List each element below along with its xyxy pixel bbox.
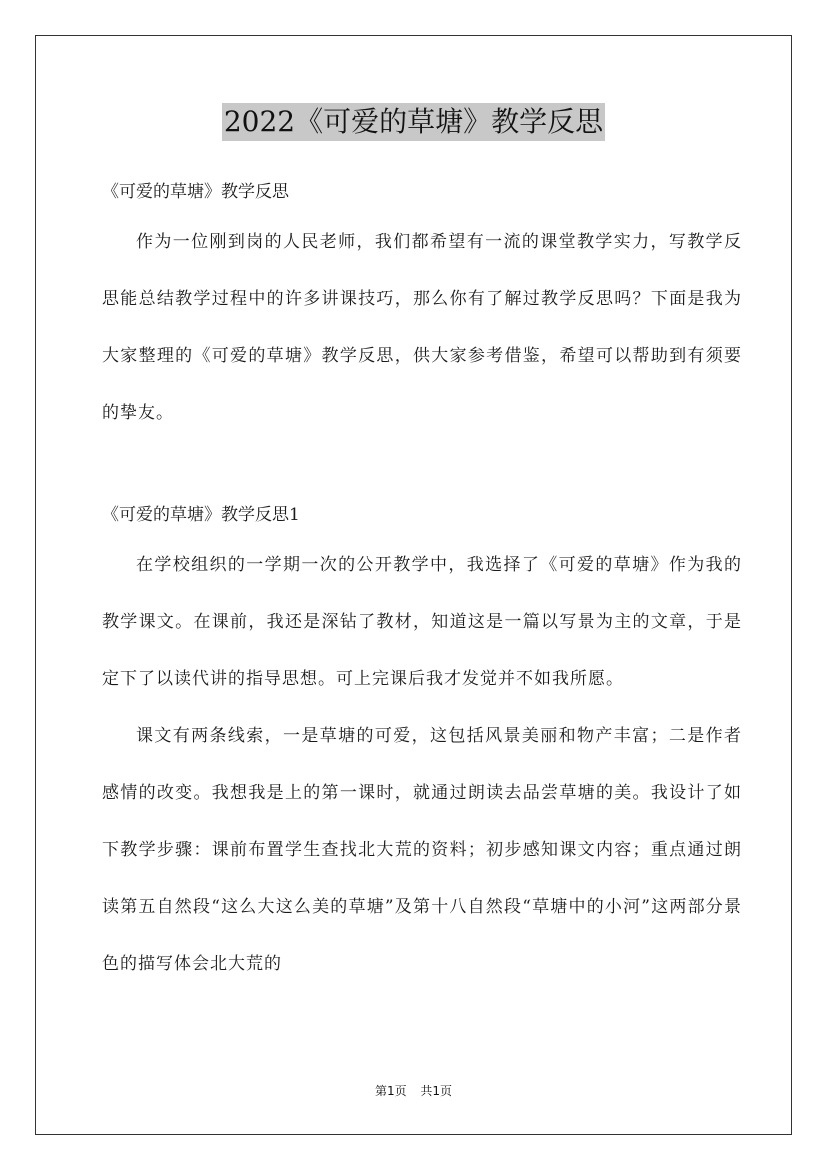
- section-heading: 《可爱的草塘》教学反思1: [102, 505, 300, 525]
- section-spacer: [102, 442, 742, 493]
- section-paragraph-1: 在学校组织的一学期一次的公开教学中，我选择了《可爱的草塘》作为我的教学课文。在课前，我还是深钻了教材，知道这是一篇以写景为主的文章，于是定下了以读代讲的指导思想。可上完课后我才发觉并不如我所愿。: [102, 555, 742, 689]
- document-title[interactable]: 2022《可爱的草塘》教学反思: [222, 103, 605, 141]
- title-container: [0, 103, 827, 141]
- page-number: 第1页: [374, 1084, 407, 1098]
- intro-paragraph: 作为一位刚到岗的人民老师，我们都希望有一流的课堂教学实力，写教学反思能总结教学过程中的许多讲课技巧，那么你有了解过教学反思吗？下面是我为大家整理的《可爱的草塘》教学反思，供大家参考借鉴，希望可以帮助到有须要的挚友。: [102, 232, 742, 423]
- page-footer: [0, 1082, 827, 1099]
- section-1: [102, 493, 742, 993]
- intro-heading: 《可爱的草塘》教学反思: [102, 182, 289, 202]
- page-total: 共1页: [420, 1084, 453, 1098]
- section-paragraph-2: 课文有两条线索，一是草塘的可爱，这包括风景美丽和物产丰富；二是作者感情的改变。我想我是上的第一课时，就通过朗读去品尝草塘的美。我设计了如下教学步骤：课前布置学生查找北大荒的资料；初步感知课文内容；重点通过朗读第五自然段“这么大这么美的草塘”及第十八自然段“草塘中的小河”这两部分景色的描写体会北大荒的: [102, 726, 742, 974]
- document-body: [102, 170, 742, 993]
